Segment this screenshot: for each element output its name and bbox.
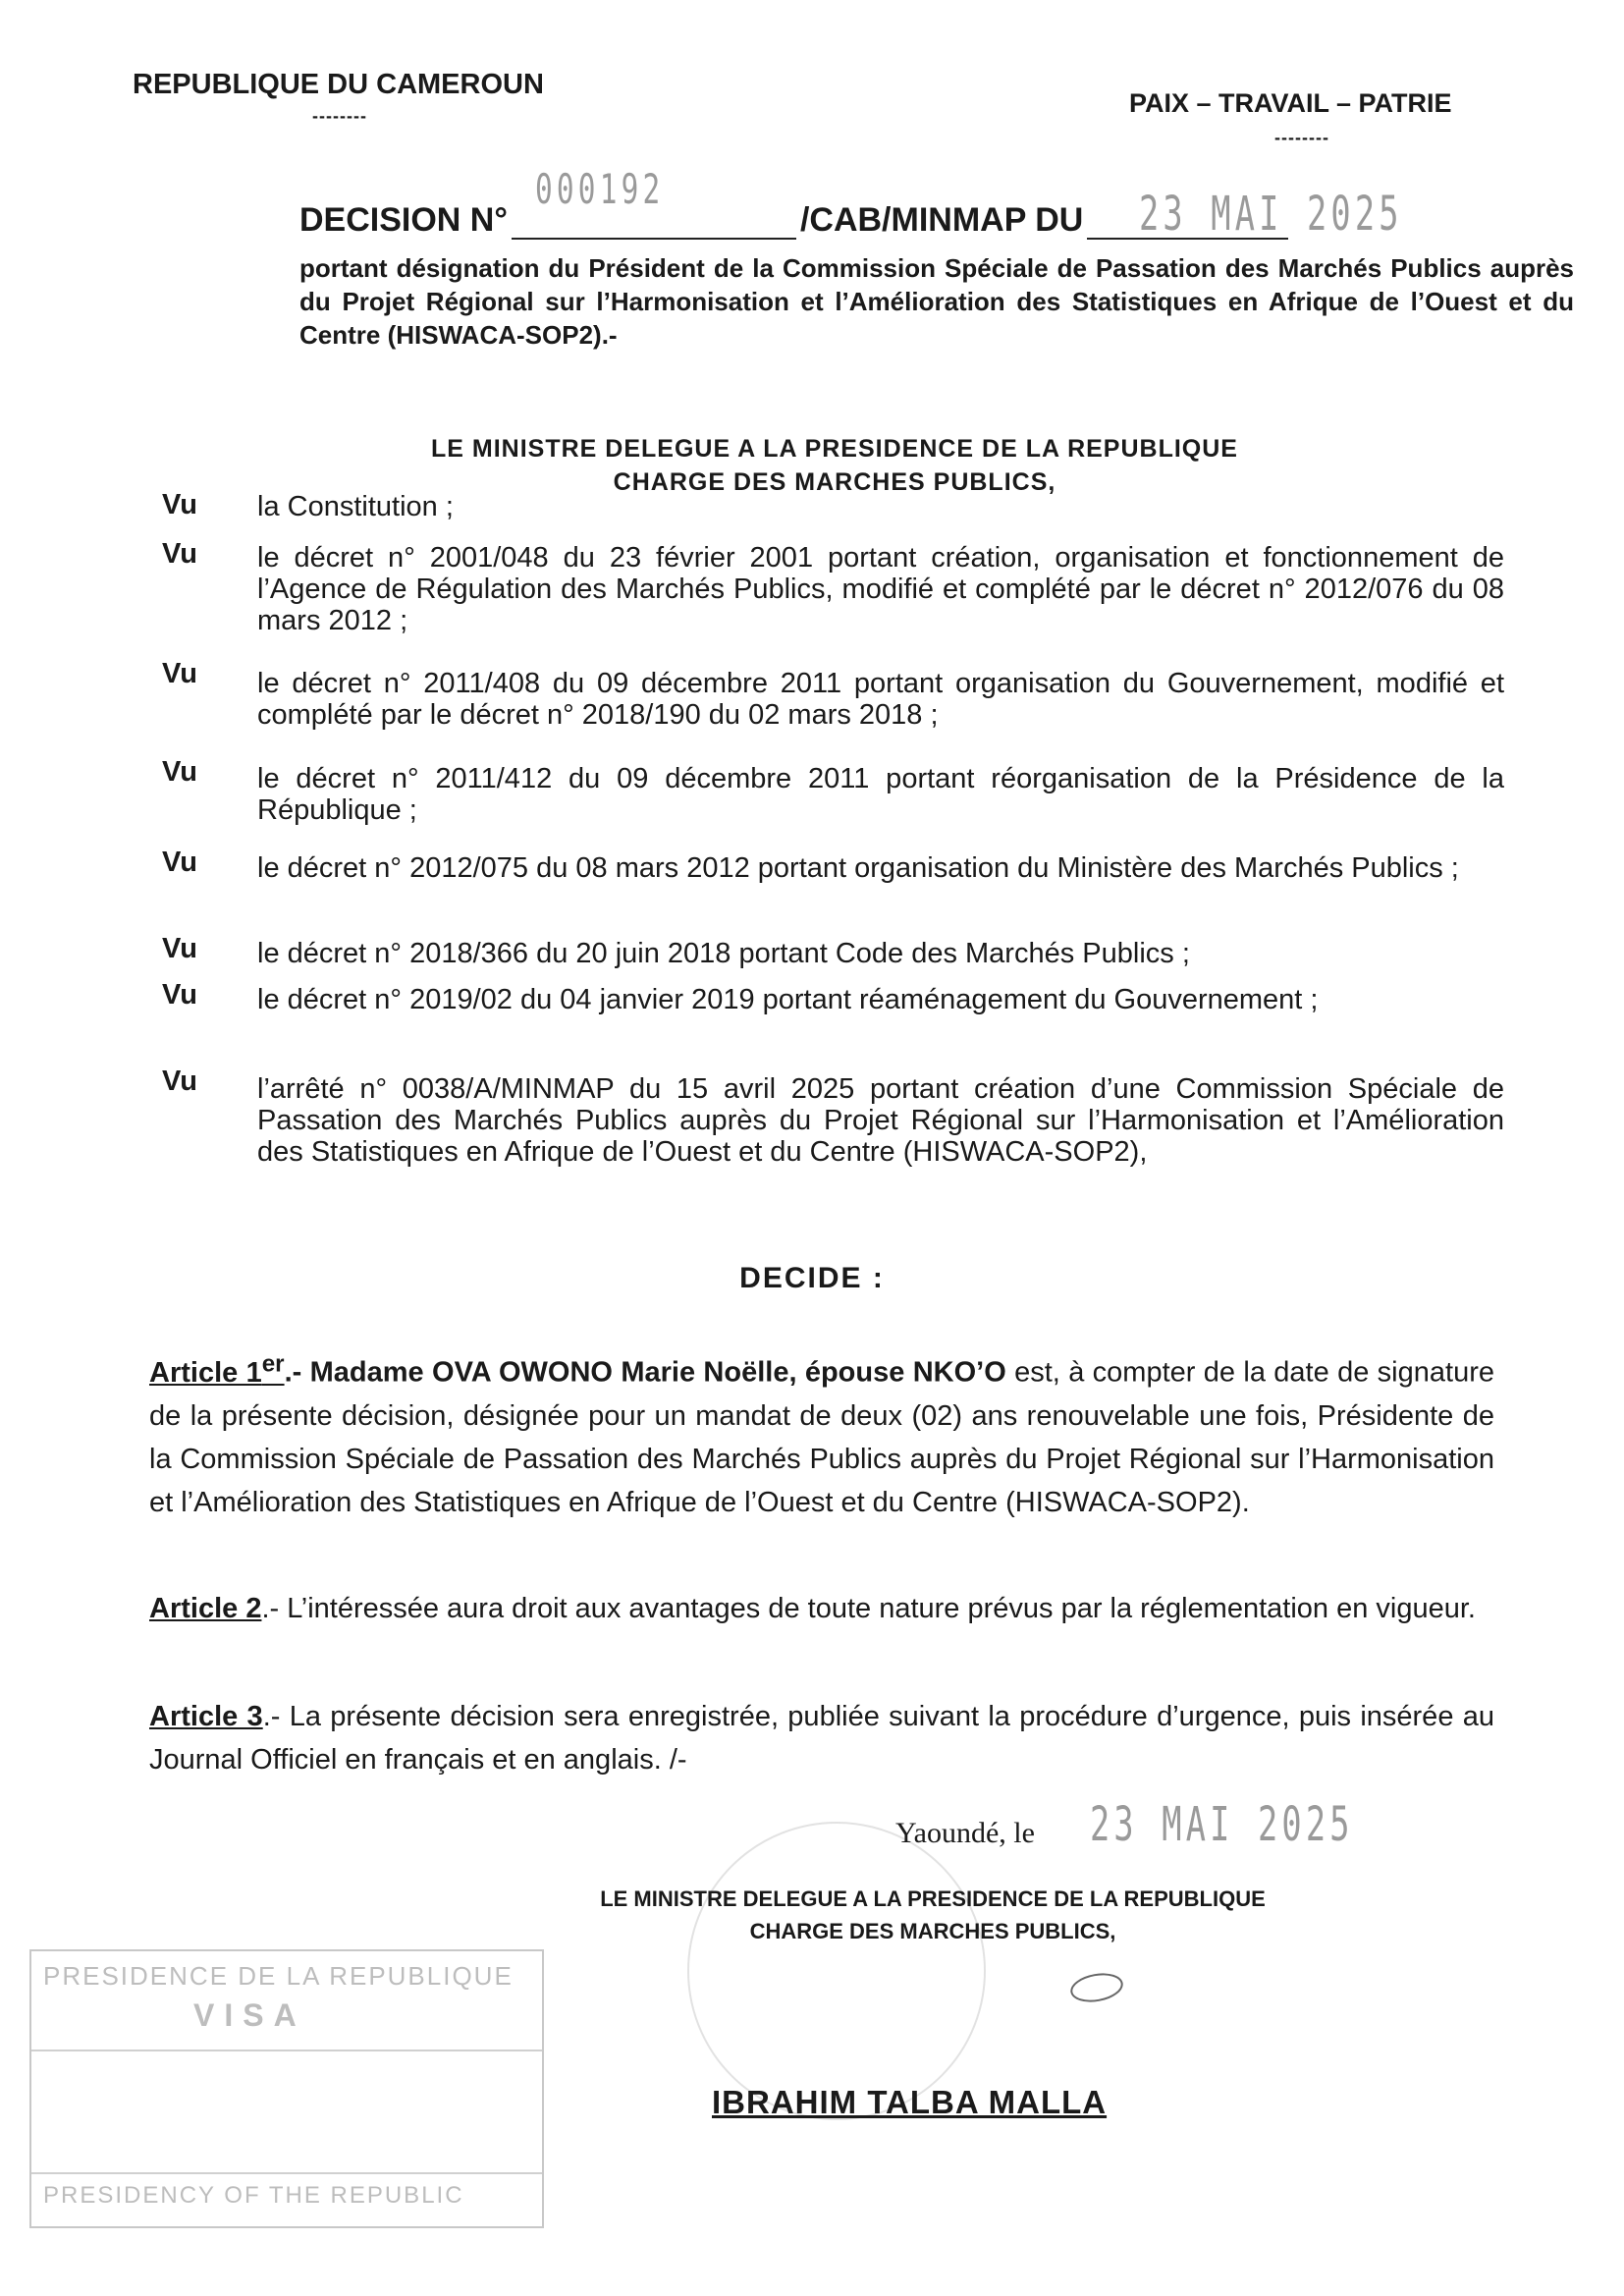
vu-label: Vu [162,933,197,964]
signature-place: Yaoundé, le [895,1817,1035,1849]
vu-label: Vu [162,658,197,689]
signatory-title [530,1883,1335,1947]
header-republic: REPUBLIQUE DU CAMEROUN [133,69,544,100]
stamped-decision-date: 23 MAI 2025 [1139,187,1403,242]
decision-date-blank [1087,208,1288,240]
article-1-label-main: Article 1 [149,1356,262,1389]
visa-stamp [29,1949,544,2228]
article-2-text: .- L’intéressée aura droit aux avantages de toute nature prévus par la réglementation en vigueur. [261,1593,1476,1624]
vu-item: le décret n° 2011/408 du 09 décembre 2011 portant organisation du Gouvernement, modifié et complété par le décret n° 2018/190 du 02 mars 2018 ; [257,668,1504,731]
vu-item: la Constitution ; [257,491,454,522]
header-motto: PAIX – TRAVAIL – PATRIE [1129,88,1452,118]
decision-middle: /CAB/MINMAP DU [799,201,1084,239]
vu-item: le décret n° 2019/02 du 04 janvier 2019 portant réaménagement du Gouvernement ; [257,984,1319,1015]
article-3-label: Article 3 [149,1701,263,1732]
decision-line [299,201,1288,240]
vu-label: Vu [162,1066,197,1097]
article-1 [149,1342,1494,1524]
decision-number-blank [512,208,796,240]
article-1-label [149,1350,285,1389]
vu-label: Vu [162,489,197,520]
article-2-label: Article 2 [149,1593,262,1624]
signatory-name: IBRAHIM TALBA MALLA [712,2084,1108,2120]
article-3 [149,1695,1494,1781]
vu-item: le décret n° 2001/048 du 23 février 2001 portant création, organisation et fonctionnement de l’Agence de Régulation des Marchés Publics, modifié et complété par le décret n° 2012/076 du 08 mars 2012 ; [257,542,1504,636]
vu-label: Vu [162,756,197,788]
vu-label: Vu [162,538,197,570]
handwritten-signature-mark [1068,1970,1125,2006]
visa-stamp-line3: PRESIDENCY OF THE REPUBLIC [43,2182,464,2209]
article-3-text: .- La présente décision sera enregistrée, publiée suivant la procédure d’urgence, puis insérée au Journal Officiel en français et en anglais. /- [149,1701,1495,1776]
visa-stamp-line2: VISA [193,1997,306,2033]
vu-item: le décret n° 2018/366 du 20 juin 2018 portant Code des Marchés Publics ; [257,938,1190,969]
signatory-title-line1: LE MINISTRE DELEGUE A LA PRESIDENCE DE LA REPUBLIQUE [600,1886,1266,1911]
minister-title-line2: CHARGE DES MARCHES PUBLICS, [613,468,1056,496]
vu-item: l’arrêté n° 0038/A/MINMAP du 15 avril 2025 portant création d’une Commission Spéciale de Passation des Marchés Publics auprès du Projet Régional sur l’Harmonisation et l’Amélioration des Statistiques en Afrique de l’Ouest et du Centre (HISWACA-SOP2), [257,1073,1504,1168]
article-1-text: est, à compter de la date de signature de la présente décision, désignée pour un mandat de deux (02) ans renouvelable une fois, Présidente de la Commission Spéciale de Passation des Marchés Publics auprès du Projet Régional sur l’Harmonisation et l’Amélioration des Statistiques en Afrique de l’Ouest et du Centre (HISWACA-SOP2). [149,1356,1494,1518]
vu-label: Vu [162,847,197,878]
stamped-decision-number: 000192 [535,165,665,213]
signatory-title-line2: CHARGE DES MARCHES PUBLICS, [749,1919,1116,1943]
signature-stamped-date: 23 MAI 2025 [1090,1797,1354,1852]
article-1-sep: .- [284,1356,310,1389]
header-right-dash: -------- [1274,128,1329,147]
vu-label: Vu [162,979,197,1011]
vu-item: le décret n° 2012/075 du 08 mars 2012 portant organisation du Ministère des Marchés Publics ; [257,852,1459,884]
article-1-name: Madame OVA OWONO Marie Noëlle, épouse NKO’O [309,1356,1006,1389]
minister-title [363,432,1306,499]
visa-stamp-line1: PRESIDENCE DE LA REPUBLIQUE [43,1961,514,1991]
article-1-label-sup: er [261,1350,285,1377]
visa-stamp-divider [31,2172,542,2174]
minister-title-line1: LE MINISTRE DELEGUE A LA PRESIDENCE DE LA REPUBLIQUE [431,435,1238,463]
visa-stamp-divider [31,2050,542,2051]
decision-subject: portant désignation du Président de la Commission Spéciale de Passation des Marchés Publics auprès du Projet Régional sur l’Harmonisation et l’Amélioration des Statistiques en Afrique de l’Ouest et du Centre (HISWACA-SOP2).- [299,253,1574,350]
ministry-seal [687,1822,986,2120]
article-2 [149,1587,1494,1630]
vu-item: le décret n° 2011/412 du 09 décembre 2011 portant réorganisation de la Présidence de la République ; [257,763,1504,826]
decide-heading: DECIDE : [739,1262,885,1294]
header-left-dash: -------- [312,106,367,126]
decision-prefix: DECISION N° [299,201,508,239]
